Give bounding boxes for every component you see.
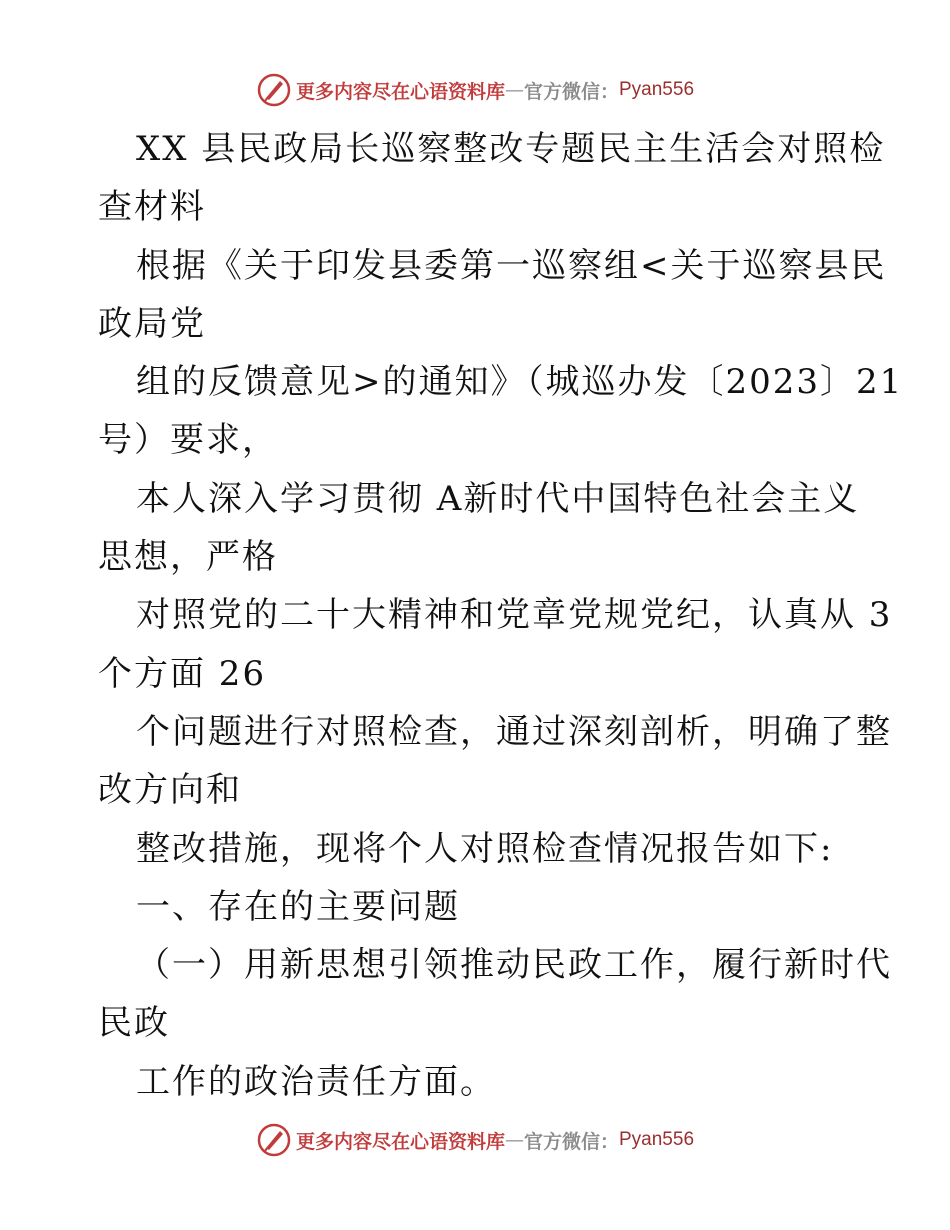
document-line: 工作的政治责任方面。	[136, 1061, 496, 1102]
document-line: 个方面 26	[98, 653, 267, 694]
document-body	[98, 120, 904, 1111]
document-line: 查材料	[98, 187, 206, 228]
document-line: XX 县民政局长巡察整改专题民主生活会对照检	[136, 129, 886, 169]
header-separator: —	[504, 79, 524, 101]
footer-wechat-label: 官方微信：	[523, 1130, 619, 1153]
document-line: 整改措施，现将个人对照检查情况报告如下:	[136, 828, 834, 869]
document-line: 个问题进行对照检查，通过深刻剖析，明确了整	[136, 711, 892, 752]
header-banner	[0, 70, 950, 110]
document-line: 一、存在的主要问题	[136, 886, 460, 927]
document-line: 本人深入学习贯彻 A新时代中国特色社会主义	[136, 478, 860, 519]
header-wechat-id: Pyan556	[619, 79, 695, 100]
footer-wechat-id: Pyan556	[619, 1129, 695, 1150]
footer-banner	[0, 1120, 950, 1160]
header-wechat-label: 官方微信：	[523, 80, 619, 103]
feather-pen-logo-icon	[256, 72, 292, 108]
document-line: 号）要求，	[98, 420, 278, 461]
document-line: 思想，严格	[98, 537, 278, 578]
document-line: 组的反馈意见>的通知》（城巡办发〔2023〕21	[136, 362, 904, 403]
footer-separator: —	[504, 1129, 524, 1151]
footer-brand-text: 更多内容尽在心语资料库	[295, 1130, 505, 1153]
document-line: 对照党的二十大精神和党章党规党纪，认真从 3	[136, 595, 893, 636]
document-line: （一）用新思想引领推动民政工作，履行新时代	[136, 945, 892, 986]
header-brand-text: 更多内容尽在心语资料库	[295, 80, 505, 103]
feather-pen-logo-icon	[256, 1122, 292, 1158]
document-line: 改方向和	[98, 770, 242, 811]
document-line: 根据《关于印发县委第一巡察组<关于巡察县民	[136, 245, 887, 286]
document-line: 政局党	[98, 303, 206, 344]
document-line: 民政	[98, 1003, 170, 1044]
